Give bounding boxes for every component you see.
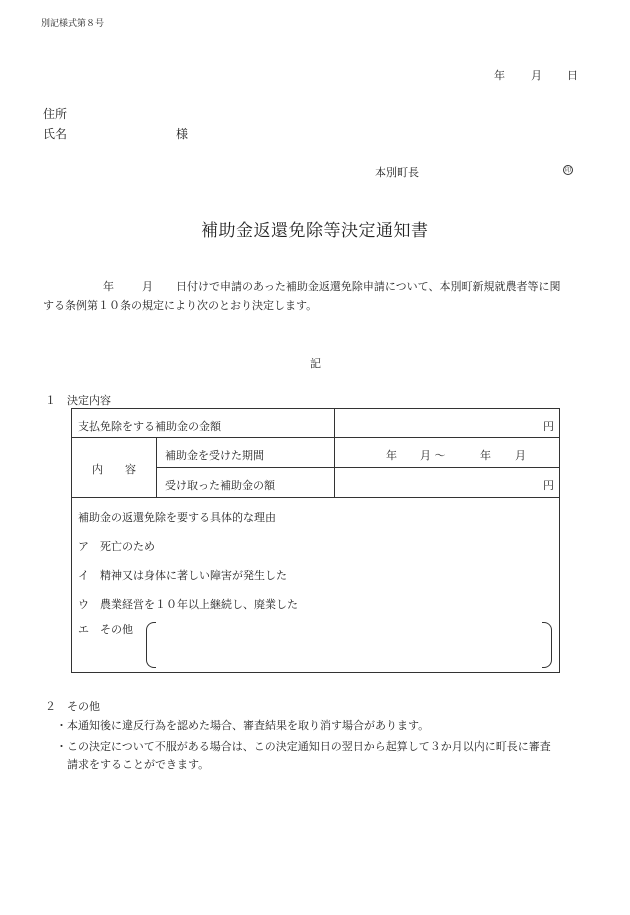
name-label: 氏名: [43, 127, 68, 141]
seal-mark: 印: [564, 167, 571, 174]
period-year1: 年: [386, 449, 397, 462]
note-bullet-2-cont: 請求をすることができます。: [67, 758, 210, 771]
honorific: 様: [176, 127, 189, 141]
reason-a: ア 死亡のため: [78, 540, 155, 553]
section1-heading: １ 決定内容: [45, 394, 111, 407]
address-label: 住所: [43, 107, 68, 121]
other-bracket-left: [146, 622, 156, 668]
table-vrule-value: [334, 408, 335, 498]
intro-year: 年: [103, 280, 114, 293]
document-title: 補助金返還免除等決定通知書: [201, 221, 429, 241]
received-label: 受け取った補助金の額: [165, 479, 275, 492]
amount-label: 支払免除をする補助金の金額: [78, 420, 221, 433]
section2-heading: ２ その他: [45, 700, 100, 713]
table-rule-3: [71, 497, 560, 498]
date-day-label: 日: [567, 69, 578, 82]
content-label: 内 容: [92, 463, 136, 476]
intro-month: 月: [142, 280, 153, 293]
table-rule-2: [156, 467, 560, 468]
period-year2: 年: [480, 449, 491, 462]
date-year-label: 年: [494, 69, 505, 82]
issuer-title: 本別町長: [375, 166, 419, 179]
intro-line2: する条例第１０条の規定により次のとおり決定します。: [43, 299, 318, 312]
period-month2: 月: [515, 449, 526, 462]
note-bullet-1: ・本通知後に違反行為を認めた場合、審査結果を取り消す場合があります。: [56, 719, 430, 732]
other-bracket-right: [542, 622, 552, 668]
table-vrule-content: [156, 437, 157, 498]
reason-e: エ その他: [78, 623, 133, 636]
amount-yen: 円: [543, 420, 554, 433]
date-month-label: 月: [531, 69, 542, 82]
period-label: 補助金を受けた期間: [165, 449, 264, 462]
intro-line1: 日付けで申請のあった補助金返還免除申請について、本別町新規就農者等に関: [176, 280, 561, 293]
reason-i: イ 精神又は身体に著しい障害が発生した: [78, 569, 287, 582]
note-bullet-2: ・この決定について不服がある場合は、この決定通知日の翌日から起算して３か月以内に町長に審査: [56, 740, 551, 753]
period-month1: 月 ～: [420, 449, 446, 462]
form-number: 別記様式第８号: [41, 19, 105, 29]
table-rule-1: [71, 437, 560, 438]
reason-u: ウ 農業経営を１０年以上継続し、廃業した: [78, 598, 298, 611]
reasons-heading: 補助金の返還免除を要する具体的な理由: [78, 511, 276, 524]
ki-mark: 記: [310, 357, 321, 370]
received-yen: 円: [543, 479, 554, 492]
